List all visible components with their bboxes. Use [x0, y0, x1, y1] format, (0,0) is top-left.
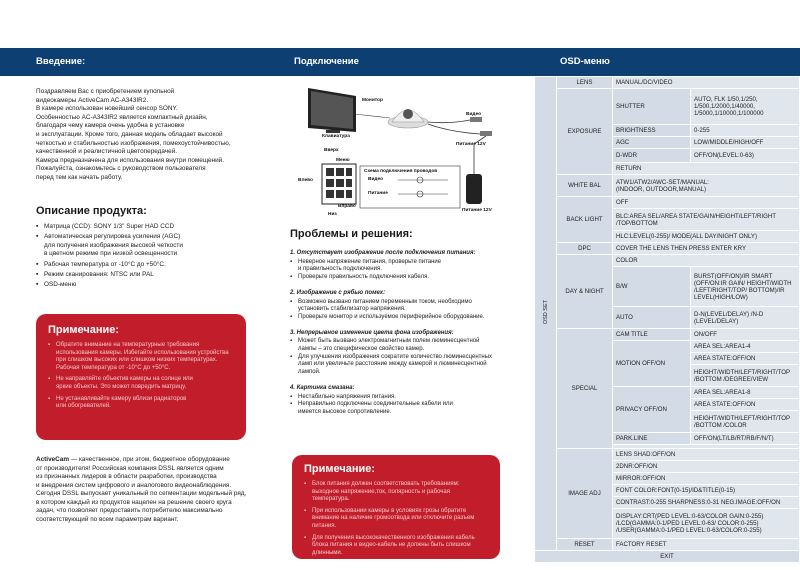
list-item: ▪ Обратите внимание на температурные требования использования камеры. Избегайте использования устройства при слишком высоких или слишком низких температурах. Рабочая температура от -10°C до +50°C.	[48, 342, 234, 372]
osd-image-adj: IMAGE ADJ	[557, 449, 613, 539]
osd-agc-value: LOW/MIDDLE/HIGH/OFF	[691, 137, 800, 149]
osd-dn-bw-value: BURST(OFF/ON)/IR SMART (OFF/ON:IR GAIN/ HEIGHT/WIDTH /LEFT/RIGHT/TOP/ BOTTOM)/IR LEVEL(HIGH/LOW)	[691, 267, 800, 307]
osd-reset-value: FACTORY RESET	[613, 539, 800, 551]
label-power-wire: Питание	[368, 191, 388, 196]
label-down: Низ	[328, 212, 337, 217]
osd-special: SPECIAL	[557, 329, 613, 449]
label-scheme: Схема подключения проводов	[364, 169, 438, 174]
osd-font-color: FONT COLOR:FONT(0-15)/ID&TITLE(0-15)	[613, 485, 800, 497]
osd-dwdr-value: OFF/ON(LEVEL:0-63)	[691, 149, 800, 163]
product-title: Описание продукта:	[36, 204, 147, 217]
osd-exposure: EXPOSURE	[557, 89, 613, 175]
osd-contrast: CONTRAST:0-255 SHARPNESS:0-31 NEG.IMAGE:OFF/ON	[613, 497, 800, 509]
osd-dwdr: D-WDR	[613, 149, 691, 163]
osd-dn-auto-value: D-N(LEVEL/DELAY) /N-D (LEVEL/DELAY)	[691, 307, 800, 329]
osd-side-label: OSD SET	[535, 77, 557, 551]
activecam-description: — качественное, при этом, бюджетное оборудование от производителя! Российская компания DSSL является одним из признанных лидеров в области разработки, производства и внедрения систем цифрового и аналогового видеонаблюдения. Сегодня DSSL выпускает уникальный по сегментации модельный ряд, в котором каждый из продуктов нацелен на решение своего круга задач, что позволяет предоставить потребителю максимально соответствующий по всем параметрам вариант.	[36, 456, 247, 523]
list-item: ▪ Рабочая температура от -10°C до +50°C.	[36, 261, 248, 270]
osd-back-light: BACK LIGHT	[557, 197, 613, 243]
osd-dpc-value: COVER THE LENS THEN PRESS ENTER KRY	[613, 243, 800, 255]
list-item: ▪ Возможно вызвано питанием переменным током, необходимо установить стабилизатор напряжения.	[290, 299, 502, 314]
osd-display: DISPLAY:CRT(PED LEVEL:0-63/COLOR GAIN:0-255) /LCD(GAMMA:0-1/PED LEVEL:0-63/ COLOR:0-255) /USER(GAMMA:0-1/PED LEVEL:0-63/COLOR:0-255)	[613, 509, 800, 539]
note-box-1	[36, 314, 246, 440]
osd-cam-title-value: ON/OFF	[691, 329, 800, 341]
problem-question: 2. Изображение с рябью помех:	[290, 289, 386, 296]
osd-privacy: PRIVACY OFF/ON	[613, 387, 691, 433]
osd-return: RETURN	[613, 163, 800, 175]
list-item: ▪ Блок питания должен соответствовать требованиям: выходное напряжение,ток, полярность и рабочая температура.	[304, 481, 488, 504]
intro-column	[36, 88, 248, 291]
list-item: ▪ Не устанавливайте камеру вблизи радиаторов или обогревателей.	[48, 396, 234, 411]
osd-dn-auto: AUTO	[613, 307, 691, 329]
osd-day-night: DAY & NIGHT	[557, 255, 613, 329]
list-item: ▪ Для получения высококачественного изображения кабель блока питания и видео-кабель не должны быть слишком длинными.	[304, 535, 488, 558]
label-monitor: Монитор	[362, 98, 383, 103]
osd-back-light-off: OFF	[613, 197, 800, 209]
label-menu: Меню	[336, 158, 350, 163]
osd-park-line-value: OFF/ON(LT/LB/RT/RB/F/N/T)	[691, 433, 800, 445]
osd-brightness: BRIGHTNESS	[613, 125, 691, 137]
top-band	[0, 0, 800, 48]
connect-header: Подключение	[266, 48, 534, 76]
problem-question: 4. Картинка смазана:	[290, 384, 355, 391]
problem-item	[290, 250, 502, 282]
osd-shutter-value: AUTO, FLK 1/50,1/250, 1/500,1/2000,1/40000, 1/5000,1/10000,1/100000	[691, 89, 800, 125]
note-title: Примечание:	[48, 324, 120, 336]
label-power-adapter: Питание 12V	[462, 208, 492, 213]
list-item: ▪ OSD-меню	[36, 281, 248, 290]
problem-item	[290, 385, 502, 417]
osd-motion: MOTION OFF/ON	[613, 341, 691, 387]
osd-privacy-size: HEIGHT/WIDTH/LEFT/RIGHT/TOP /BOTTOM /COLOR	[691, 411, 800, 433]
osd-back-light-blc: BLC:AREA SEL/AREA STATE/GAIN/HEIGHT/LEFT/RIGHT /TOP/BOTTOM	[613, 209, 800, 231]
list-item: ▪ Неверное напряжение питания, проверьте питание и правильность подключения.	[290, 259, 502, 274]
osd-2dnr: 2DNR:OFF/ON	[613, 461, 800, 473]
osd-white-bal: WHITE BAL	[557, 175, 613, 197]
osd-dn-bw: B/W	[613, 267, 691, 307]
list-item: ▪ Для улучшения изображения сократите количество люминесцентных ламп или увеличьте расстояние между камерой и люминесцентной лампой.	[290, 354, 502, 377]
osd-privacy-area-state: AREA STATE:OFF/ON	[691, 399, 800, 411]
problem-item	[290, 290, 502, 322]
label-power: Питание 12V	[456, 142, 486, 147]
osd-brightness-value: 0-255	[691, 125, 800, 137]
problem-question: 1. Отсутствует изображение после подключения питания:	[290, 250, 476, 256]
activecam-text	[36, 456, 250, 524]
osd-white-bal-value: ATW1/ATW2/AWC-SET/MANUAL: (INDOOR, OUTDOOR,MANUAL)	[613, 175, 800, 197]
label-right: Вправо	[338, 204, 356, 209]
osd-exit: EXIT	[535, 551, 800, 563]
label-keyboard: Клавиатура	[322, 134, 350, 139]
osd-lens-value: MANUAL/DC/VIDEO	[613, 77, 800, 89]
intro-header: Введение:	[0, 48, 266, 76]
list-item: ▪ Может быть вызвано электромагнитным полем люминесцентной лампы – это специфическое свойство камер.	[290, 338, 502, 353]
problem-question: 3. Непрерывное изменение цвета фона изображения:	[290, 329, 454, 336]
osd-back-light-hlc: HLC:LEVEL(0-255)/ MODE(ALL DAY/NIGHT ONLY)	[613, 231, 800, 243]
label-video-wire: Видео	[368, 177, 384, 182]
osd-motion-size: HEIGHT/WIDTH/LEFT/RIGHT/TOP /BOTTOM /DEGREE/VIEW	[691, 365, 800, 387]
osd-dn-color: COLOR	[613, 255, 800, 267]
intro-text: Поздравляем Вас с приобретением купольной видеокамеры ActiveCam AC-A343IR2. В камере использован новейший сенсор SONY. Особенностью AC-A343IR2 является компактный дизайн, благодаря чему камера очень удобна в установке и эксплуатации. Кроме того, данная модель обладает высокой четкостью и стабильностью изображения, помехоустойчивостью, качественной и реалистичной цветопередачей. Камера предназначена для использования внутри помещений. Пожалуйста, ознакомьтесь с руководством пользователя перед тем как начать работу.	[36, 88, 231, 181]
connection-diagram	[290, 84, 510, 224]
osd-lens: LENS	[557, 77, 613, 89]
list-item: ▪ Не направляйте объектив камеры на солнце или яркие объекты. Это может повредить матрицу.	[48, 376, 234, 391]
list-item: ▪ Неправильно подключены соединительные кабели или имеется высокое сопротивление.	[290, 401, 502, 416]
label-up: Вверх	[324, 148, 339, 153]
osd-privacy-area-sel: AREA SEL:AREA1-8	[691, 387, 800, 399]
osd-menu-table	[534, 76, 800, 570]
list-item: ▪ Нестабильно напряжения питания.	[290, 394, 502, 402]
list-item: ▪ При использовании камеры в условиях грозы обратите внимание на наличие громоотвода или отключите разъем питания.	[304, 508, 488, 531]
problems-title: Проблемы и решения:	[290, 228, 413, 240]
note-title: Примечание:	[304, 463, 376, 475]
osd-shutter: SHUTTER	[613, 89, 691, 125]
osd-lens-shad: LENS SHAD:OFF/ON	[613, 449, 800, 461]
list-item: ▪ Режим сканирования: NTSC или PAL	[36, 271, 248, 280]
osd-motion-area-state: AREA STATE:OFF/ON	[691, 353, 800, 365]
osd-dpc: DPC	[557, 243, 613, 255]
osd-motion-area-sel: AREA SEL:AREA1-4	[691, 341, 800, 353]
osd-header: OSD-меню	[534, 48, 800, 76]
list-item: ▪ Матрица (CCD): SONY 1/3" Super HAD CCD	[36, 223, 248, 232]
note-box-2	[292, 455, 500, 559]
osd-agc: AGC	[613, 137, 691, 149]
power-adapter-icon	[466, 174, 482, 204]
label-left: Влево	[298, 178, 313, 183]
problems-section	[290, 228, 502, 425]
list-item: ▪ Автоматическая регулировка усиления (AGC) для получения изображения высокой четкости в цветном режиме при низкой освещенности	[36, 233, 248, 259]
diagram-drawing	[290, 84, 510, 224]
product-list	[36, 223, 248, 289]
brand-name: ActiveCam	[36, 456, 70, 463]
problem-item	[290, 330, 502, 377]
list-item: ▪ Проверьте правильность подключения кабеля.	[290, 274, 502, 282]
label-video: Видео	[466, 112, 482, 117]
osd-cam-title: CAM TITLE	[613, 329, 691, 341]
osd-mirror: MIRROR:OFF/ON	[613, 473, 800, 485]
osd-reset: RESET	[557, 539, 613, 551]
list-item: ▪ Проверьте монитор и используемое периферийное оборудование.	[290, 314, 502, 322]
osd-park-line: PARK.LINE	[613, 433, 691, 445]
